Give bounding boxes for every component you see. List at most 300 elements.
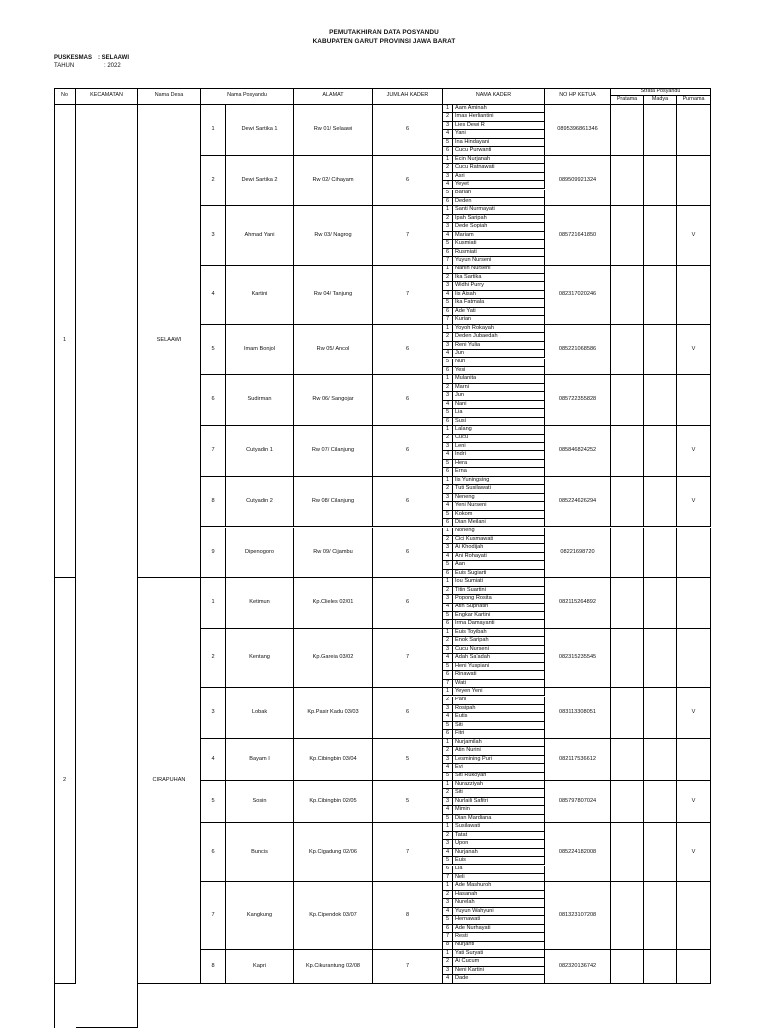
strata-purnama-cell [677, 950, 711, 984]
kader-name: Asri [453, 173, 545, 181]
header-madya: Madya [644, 96, 677, 105]
kader-name: Nurjamilah [453, 739, 545, 747]
kecamatan-cell [76, 105, 138, 1028]
strata-purnama-cell: V [677, 688, 711, 739]
kader-name: Ade Mashuroh [453, 882, 545, 890]
strata-madya-cell [644, 528, 677, 579]
kader-number: 6 [443, 570, 453, 578]
posyandu-address: Rw 03/ Nagrog [294, 206, 373, 265]
kader-number: 2 [443, 333, 453, 341]
kader-name: Aam Aminah [453, 105, 545, 113]
kader-name: Yoyoh Rokayah [453, 325, 545, 333]
kader-name: Adah Sa'adah [453, 654, 545, 662]
kader-number: 4 [443, 806, 453, 814]
kader-number: 3 [443, 798, 453, 806]
kader-number: 4 [443, 291, 453, 299]
strata-pratama-cell [611, 206, 644, 265]
strata-purnama-cell: V [677, 477, 711, 528]
posyandu-name: Kangkung [226, 882, 294, 950]
kader-name: Neneng [453, 494, 545, 502]
kader-number: 3 [443, 840, 453, 848]
kader-count: 8 [373, 882, 443, 950]
header-purnama: Purnama [677, 96, 711, 105]
strata-purnama-cell: V [677, 206, 711, 265]
kader-number: 1 [443, 739, 453, 747]
kader-name: Neli [453, 874, 545, 882]
kader-name: Mulanita [453, 375, 545, 383]
kader-name: Nurelah [453, 899, 545, 907]
kader-number: 2 [443, 536, 453, 544]
posyandu-address: Rw 04/ Tanjung [294, 266, 373, 325]
kader-count: 6 [373, 426, 443, 477]
kader-number: 4 [443, 350, 453, 358]
kader-name: Jun [453, 350, 545, 358]
header-desa: Nama Desa [138, 88, 201, 105]
desa-name: SELAAWI [138, 105, 201, 578]
kader-name: Wati [453, 680, 545, 688]
posyandu-number: 3 [201, 206, 226, 265]
kader-name: Euis [453, 857, 545, 865]
strata-purnama-cell [677, 882, 711, 950]
kader-name: Erna [453, 468, 545, 476]
kader-name: Deden [453, 198, 545, 206]
kader-number: 2 [443, 697, 453, 705]
strata-purnama-cell: V [677, 325, 711, 376]
kader-name: Hasanah [453, 891, 545, 899]
posyandu-number: 2 [201, 629, 226, 688]
kader-number: 2 [443, 113, 453, 121]
posyandu-address: Kp.Cibingbin 03/04 [294, 739, 373, 781]
kader-number: 1 [443, 477, 453, 485]
kader-name: Cucu Purwanti [453, 147, 545, 155]
kader-number: 1 [443, 426, 453, 434]
kader-number: 2 [443, 958, 453, 966]
kader-name: Ade Yati [453, 308, 545, 316]
kader-name: Dade [453, 975, 545, 983]
posyandu-number: 4 [201, 739, 226, 781]
strata-pratama-cell [611, 882, 644, 950]
kader-number: 6 [443, 730, 453, 738]
kader-number: 2 [443, 384, 453, 392]
kader-name: Iis Yuningsing [453, 477, 545, 485]
ketua-phone: 085224182008 [545, 823, 611, 882]
strata-pratama-cell [611, 325, 644, 376]
kader-number: 3 [443, 899, 453, 907]
kader-number: 2 [443, 637, 453, 645]
strata-pratama-cell [611, 426, 644, 477]
kader-number: 2 [443, 485, 453, 493]
posyandu-name: Kartini [226, 266, 294, 325]
kader-number: 3 [443, 646, 453, 654]
kader-number: 6 [443, 367, 453, 375]
page-title: PEMUTAKHIRAN DATA POSYANDU [329, 29, 439, 36]
strata-pratama-cell [611, 375, 644, 426]
kader-number: 3 [443, 967, 453, 975]
posyandu-number: 7 [201, 882, 226, 950]
strata-purnama-cell: V [677, 823, 711, 882]
kader-number: 4 [443, 713, 453, 721]
puskesmas-label: PUSKESMAS [54, 55, 93, 61]
kader-name: Siti Rukoyah [453, 773, 545, 781]
kader-number: 3 [443, 443, 453, 451]
kader-name: Nurazziyah [453, 781, 545, 789]
strata-madya-cell [644, 477, 677, 528]
kader-name: Yeyen Yeni [453, 688, 545, 696]
kader-number: 1 [443, 325, 453, 333]
kader-name: Nurlaili Safitri [453, 798, 545, 806]
kader-number: 1 [443, 375, 453, 383]
posyandu-name: Dewi Sartika 2 [226, 156, 294, 207]
posyandu-name: Kapri [226, 950, 294, 984]
kader-name: Upon [453, 840, 545, 848]
kader-number: 1 [443, 156, 453, 164]
strata-pratama-cell [611, 950, 644, 984]
kader-number: 6 [443, 925, 453, 933]
ketua-phone: 082320136742 [545, 950, 611, 984]
strata-madya-cell [644, 781, 677, 823]
kader-number: 5 [443, 722, 453, 730]
kader-number: 2 [443, 747, 453, 755]
strata-pratama-cell [611, 629, 644, 688]
kader-name: Nanih Nurseni [453, 266, 545, 274]
kader-number: 5 [443, 916, 453, 924]
kader-number: 5 [443, 409, 453, 417]
kader-name: Dede Sopiah [453, 223, 545, 231]
kader-number: 1 [443, 781, 453, 789]
kader-count: 7 [373, 266, 443, 325]
kader-number: 6 [443, 147, 453, 155]
ketua-phone: 082117536612 [545, 739, 611, 781]
posyandu-number: 6 [201, 823, 226, 882]
strata-pratama-cell [611, 477, 644, 528]
posyandu-name: Dewi Sartika 1 [226, 105, 294, 156]
ketua-phone: 082115264892 [545, 578, 611, 629]
kader-count: 6 [373, 528, 443, 579]
kader-count: 6 [373, 325, 443, 376]
kader-count: 5 [373, 739, 443, 781]
kader-number: 3 [443, 342, 453, 350]
kader-name: Yesi [453, 367, 545, 375]
kader-count: 6 [373, 105, 443, 156]
puskesmas-value: : SELAAWI [98, 55, 129, 61]
kader-number: 8 [443, 942, 453, 950]
kader-number: 3 [443, 122, 453, 130]
kader-number: 6 [443, 198, 453, 206]
kader-name: Kusmiati [453, 240, 545, 248]
kader-number: 6 [443, 468, 453, 476]
strata-pratama-cell [611, 578, 644, 629]
kader-name: Rusmiati [453, 249, 545, 257]
kader-number: 2 [443, 587, 453, 595]
kader-name: Santi Nurmayati [453, 206, 545, 214]
posyandu-name: Buncis [226, 823, 294, 882]
kader-count: 6 [373, 578, 443, 629]
kader-number: 4 [443, 654, 453, 662]
kader-number: 3 [443, 756, 453, 764]
posyandu-address: Rw 01/ Selaawi [294, 105, 373, 156]
posyandu-number: 5 [201, 325, 226, 376]
kader-name: Kokom [453, 511, 545, 519]
kader-number: 1 [443, 882, 453, 890]
kader-name: Atin Nurini [453, 747, 545, 755]
kader-name: Yuyun Nurseni [453, 257, 545, 265]
kader-number: 2 [443, 891, 453, 899]
ketua-phone: 085721641850 [545, 206, 611, 265]
kader-name: Pani [453, 697, 545, 705]
kader-number: 4 [443, 181, 453, 189]
strata-purnama-cell [677, 105, 711, 156]
strata-pratama-cell [611, 739, 644, 781]
kader-name: Evi [453, 764, 545, 772]
posyandu-table [54, 88, 711, 1028]
kader-name: Enok Saripah [453, 637, 545, 645]
kader-name: Cici Kusmawati [453, 536, 545, 544]
posyandu-address: Kp.Cibingbin 02/05 [294, 781, 373, 823]
kader-name: Neni Kartini [453, 967, 545, 975]
ketua-phone: 085797807024 [545, 781, 611, 823]
kader-name: Ade Nurhayati [453, 925, 545, 933]
posyandu-number: 3 [201, 688, 226, 739]
strata-madya-cell [644, 629, 677, 688]
kader-name: Ani Rohayati [453, 553, 545, 561]
kader-name: Lia [453, 409, 545, 417]
strata-purnama-cell [677, 375, 711, 426]
kader-name: Nani [453, 401, 545, 409]
kader-number: 6 [443, 519, 453, 527]
kader-number: 6 [443, 671, 453, 679]
posyandu-name: Sudirman [226, 375, 294, 426]
kader-number: 3 [443, 595, 453, 603]
header-no-hp: NO HP KETUA [545, 88, 611, 105]
posyandu-name: Lobak [226, 688, 294, 739]
ketua-phone: 085846824252 [545, 426, 611, 477]
posyandu-address: Rw 07/ Cilanjung [294, 426, 373, 477]
kader-number: 3 [443, 392, 453, 400]
strata-madya-cell [644, 156, 677, 207]
strata-pratama-cell [611, 266, 644, 325]
kader-number: 5 [443, 190, 453, 198]
kader-name: Lesmining Puri [453, 756, 545, 764]
kader-number: 6 [443, 866, 453, 874]
desa-name: CIRAPUHAN [138, 578, 201, 984]
kader-name: Titin Suartini [453, 587, 545, 595]
strata-purnama-cell [677, 266, 711, 325]
strata-madya-cell [644, 739, 677, 781]
kader-number: 4 [443, 764, 453, 772]
kader-name: Mariam [453, 232, 545, 240]
kader-count: 7 [373, 950, 443, 984]
strata-purnama-cell [677, 629, 711, 688]
strata-madya-cell [644, 882, 677, 950]
posyandu-number: 1 [201, 105, 226, 156]
kader-number: 6 [443, 249, 453, 257]
posyandu-number: 5 [201, 781, 226, 823]
kader-name: Siti [453, 722, 545, 730]
kader-number: 5 [443, 663, 453, 671]
kader-name: Noneng [453, 528, 545, 536]
kader-name: Rosipah [453, 705, 545, 713]
kader-count: 6 [373, 375, 443, 426]
kader-number: 2 [443, 215, 453, 223]
kader-name: Leni [453, 443, 545, 451]
kader-name: Deden Jubaedah [453, 333, 545, 341]
kader-number: 1 [443, 105, 453, 113]
kader-name: Hernawati [453, 916, 545, 924]
kader-number: 5 [443, 139, 453, 147]
header-no: No [54, 88, 76, 105]
strata-purnama-cell [677, 578, 711, 629]
kader-number: 4 [443, 975, 453, 983]
header-pratama: Pratama [611, 96, 644, 105]
kader-name: Tuti Susilawati [453, 485, 545, 493]
ketua-phone: 082317020246 [545, 266, 611, 325]
strata-madya-cell [644, 426, 677, 477]
kader-name: Yuyun Wahyuni [453, 908, 545, 916]
kader-name: Rinawati [453, 671, 545, 679]
strata-madya-cell [644, 266, 677, 325]
kader-name: Yati Suryati [453, 950, 545, 958]
kader-number: 3 [443, 494, 453, 502]
strata-purnama-cell: V [677, 426, 711, 477]
kader-number: 1 [443, 578, 453, 586]
posyandu-name: Cutyadin 2 [226, 477, 294, 528]
kader-name: Euis Sugiarti [453, 570, 545, 578]
strata-madya-cell [644, 688, 677, 739]
kader-name: Nun [453, 359, 545, 367]
kader-name: Ecin Nurjanah [453, 156, 545, 164]
ketua-phone: 085224626294 [545, 477, 611, 528]
kader-name: Lia [453, 866, 545, 874]
kader-count: 7 [373, 823, 443, 882]
kader-number: 4 [443, 553, 453, 561]
kader-number: 5 [443, 299, 453, 307]
posyandu-name: Ahmad Yani [226, 206, 294, 265]
kader-number: 2 [443, 789, 453, 797]
kader-name: Tatat [453, 832, 545, 840]
ketua-phone: 081323107208 [545, 882, 611, 950]
ketua-phone: 083113308051 [545, 688, 611, 739]
kader-name: Ai Cucum [453, 958, 545, 966]
header-jumlah-kader: JUMLAH KADER [373, 88, 443, 105]
posyandu-name: Dipenogoro [226, 528, 294, 579]
kader-count: 7 [373, 629, 443, 688]
kader-name: Ai Khodijah [453, 544, 545, 552]
kader-number: 7 [443, 933, 453, 941]
strata-madya-cell [644, 206, 677, 265]
kader-number: 5 [443, 815, 453, 823]
kader-number: 5 [443, 460, 453, 468]
posyandu-address: Rw 08/ Cilanjung [294, 477, 373, 528]
posyandu-address: Kp.Gareia 03/02 [294, 629, 373, 688]
posyandu-number: 8 [201, 477, 226, 528]
kader-name: Iou Sumiati [453, 578, 545, 586]
desa-number: 1 [54, 105, 76, 578]
kader-name: Dian Meilani [453, 519, 545, 527]
posyandu-name: Sosin [226, 781, 294, 823]
kader-number: 2 [443, 435, 453, 443]
kader-count: 7 [373, 206, 443, 265]
kader-name: Susilawati [453, 823, 545, 831]
kader-number: 7 [443, 316, 453, 324]
desa-number: 2 [54, 578, 76, 984]
strata-madya-cell [644, 325, 677, 376]
kader-name: Ipah Saripah [453, 215, 545, 223]
posyandu-address: Rw 09/ Cijambu [294, 528, 373, 579]
kader-name: Nurjanah [453, 849, 545, 857]
kader-name: Widhi Purry [453, 282, 545, 290]
posyandu-name: Ketimun [226, 578, 294, 629]
strata-pratama-cell [611, 528, 644, 579]
kader-number: 5 [443, 857, 453, 865]
kader-count: 5 [373, 781, 443, 823]
header-kecamatan: KECAMATAN [76, 88, 138, 105]
kader-name: Euis Toyibah [453, 629, 545, 637]
kader-name: Siti [453, 789, 545, 797]
kader-name: Cucu Ratnawati [453, 164, 545, 172]
kader-number: 1 [443, 629, 453, 637]
kader-number: 4 [443, 908, 453, 916]
kader-name: Reni Yulia [453, 342, 545, 350]
kader-name: Eutis [453, 713, 545, 721]
posyandu-name: Kentang [226, 629, 294, 688]
page-subtitle: KABUPATEN GARUT PROVINSI JAWA BARAT [312, 38, 456, 45]
kader-number: 6 [443, 418, 453, 426]
strata-pratama-cell [611, 156, 644, 207]
kader-name: Mimin [453, 806, 545, 814]
kader-name: Popong Rosita [453, 595, 545, 603]
header-nama-kader: NAMA KADER [443, 88, 545, 105]
strata-pratama-cell [611, 781, 644, 823]
strata-pratama-cell [611, 688, 644, 739]
strata-pratama-cell [611, 105, 644, 156]
tahun-value: : 2022 [104, 63, 121, 69]
kader-number: 7 [443, 257, 453, 265]
kader-name: Fitri [453, 730, 545, 738]
kader-number: 4 [443, 232, 453, 240]
header-posyandu: Nama Posyandu [201, 88, 294, 105]
kader-name: Yani [453, 130, 545, 138]
posyandu-address: Rw 02/ Cihayam [294, 156, 373, 207]
kader-count: 6 [373, 156, 443, 207]
posyandu-name: Imam Bonjol [226, 325, 294, 376]
ketua-phone: 08221698720 [545, 528, 611, 579]
strata-madya-cell [644, 950, 677, 984]
kader-number: 4 [443, 849, 453, 857]
ketua-phone: 0895396861346 [545, 105, 611, 156]
kader-number: 5 [443, 773, 453, 781]
posyandu-address: Kp.Cigadung 02/06 [294, 823, 373, 882]
header-alamat: ALAMAT [294, 88, 373, 105]
kader-name: Aan [453, 561, 545, 569]
kader-name: Yeni Nurseni [453, 502, 545, 510]
kader-name: Dian Mardiana [453, 815, 545, 823]
kader-name: Ika Fatmala [453, 299, 545, 307]
posyandu-number: 7 [201, 426, 226, 477]
posyandu-address: Kp.Clieles 02/01 [294, 578, 373, 629]
posyandu-address: Kp.Pasir Kadu 03/03 [294, 688, 373, 739]
kader-number: 2 [443, 164, 453, 172]
kader-name: Indri [453, 451, 545, 459]
kader-name: Resti [453, 933, 545, 941]
kader-name: Heni Yuspiani [453, 663, 545, 671]
kader-name: Cucu [453, 435, 545, 443]
kader-number: 4 [443, 401, 453, 409]
posyandu-number: 2 [201, 156, 226, 207]
kader-name: Ina Hindayani [453, 139, 545, 147]
kader-number: 1 [443, 206, 453, 214]
kader-name: Marni [453, 384, 545, 392]
kader-number: 7 [443, 874, 453, 882]
